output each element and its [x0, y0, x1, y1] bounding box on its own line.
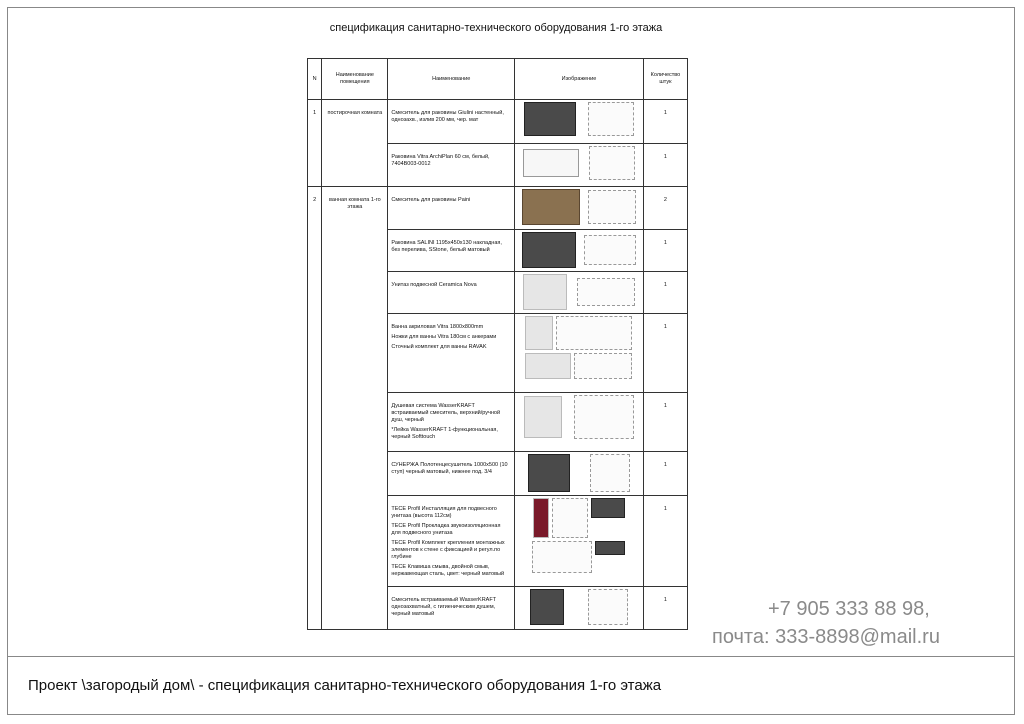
- item-image: [515, 144, 644, 187]
- item-image: [515, 452, 644, 496]
- item-name: Ванна акриловая Vitra 1800x800mm Ножки для ванны Vitra 180см с анкерами Сточный комплект для ванны RAVAK: [388, 314, 515, 393]
- bathtub-photo: [525, 316, 553, 350]
- faucet-photo: [522, 189, 580, 225]
- header-image: Изображение: [515, 59, 644, 100]
- item-name: Душевая система WasserKRAFT встраиваемый смеситель, верхний/ручной душ, черный *Лейка WasserKRAFT 1-функциональная, черный Softtouch: [388, 393, 515, 452]
- item-name: Смеситель для раковины Paini: [388, 187, 515, 230]
- item-image: [515, 187, 644, 230]
- room-name: постирочная комната: [322, 100, 388, 187]
- mounting-kit-drawing: [532, 541, 592, 573]
- technical-drawing: [552, 498, 588, 538]
- document-title: спецификация санитарно-технического оборудования 1-го этажа: [329, 22, 663, 34]
- flush-plate-photo: [595, 541, 625, 555]
- header-name: Наименование: [388, 59, 515, 100]
- installation-photo: [533, 498, 549, 538]
- item-qty: 2: [643, 187, 687, 230]
- bathtub-legs-photo: [525, 353, 571, 379]
- table-row: [308, 100, 688, 144]
- item-qty: 1: [643, 144, 687, 187]
- technical-drawing: [589, 146, 635, 180]
- technical-drawing: [590, 454, 630, 492]
- item-name: Смеситель для раковины Giulini настенный, однозахв., излив 200 мм, чер. мат: [388, 100, 515, 144]
- item-qty: 1: [643, 314, 687, 393]
- item-qty: 1: [643, 496, 687, 587]
- contact-phone: +7 905 333 88 98,: [768, 598, 930, 620]
- technical-drawing: [588, 589, 628, 625]
- item-qty: 1: [643, 452, 687, 496]
- header-room: Наименование помещения: [322, 59, 388, 100]
- item-qty: 1: [643, 587, 687, 630]
- item-qty: 1: [643, 393, 687, 452]
- item-name: Смеситель встраиваемый WasserKRAFT однозахватный, с гигиеническим душем, черный матовый: [388, 587, 515, 630]
- header-qty: Количество штук: [643, 59, 687, 100]
- item-name: TECE Profil Инсталляция для подвесного унитаза (высота 112см) TECE Profil Прокладка звукоизоляционная для подвесного унитаза TECE Profil Комплект крепления монтажных элементов к стене с фиксацией и регул.по глубине TECE Клавиша смыва, двойной смыв, нержавеющая сталь, цвет: черный матовый: [388, 496, 515, 587]
- item-qty: 1: [643, 100, 687, 144]
- item-image: [515, 587, 644, 630]
- hygienic-shower-photo: [530, 589, 564, 625]
- faucet-photo: [524, 102, 576, 136]
- technical-drawing: [577, 278, 635, 306]
- item-image: [515, 393, 644, 452]
- room-name: ванная комната 1-го этажа: [322, 187, 388, 630]
- header-num: N: [308, 59, 322, 100]
- item-image: [515, 314, 644, 393]
- item-name: Раковина SALINI 1195x450x130 накладная, без перелива, SStone, белый матовый: [388, 230, 515, 272]
- item-image: [515, 496, 644, 587]
- table-row: [308, 187, 688, 230]
- room-number: 1: [308, 100, 322, 187]
- contact-email: почта: 333-8898@mail.ru: [712, 626, 940, 648]
- shower-system-photo: [524, 396, 562, 438]
- flush-plate-photo: [591, 498, 625, 518]
- technical-drawing: [574, 395, 634, 439]
- sink-photo: [523, 149, 579, 177]
- room-number: 2: [308, 187, 322, 630]
- item-image: [515, 272, 644, 314]
- specification-table: [307, 58, 688, 630]
- footer-title: Проект \загородый дом\ - спецификация санитарно-технического оборудования 1-го этажа: [28, 677, 662, 694]
- technical-drawing: [588, 190, 636, 224]
- item-name: Унитаз подвесной Ceramica Nova: [388, 272, 515, 314]
- item-qty: 1: [643, 230, 687, 272]
- sink-photo: [522, 232, 576, 268]
- item-image: [515, 230, 644, 272]
- item-qty: 1: [643, 272, 687, 314]
- drain-kit-drawing: [574, 353, 632, 379]
- technical-drawing: [556, 316, 632, 350]
- item-name: Раковина Vitra ArchiPlan 60 см, белый, 7404B003-0012: [388, 144, 515, 187]
- table-header-row: [308, 59, 688, 100]
- technical-drawing: [584, 235, 636, 265]
- item-name: СУНЕРЖА Полотенцесушитель 1000x500 (10 ступ) черный матовый, нижнее под. 3/4: [388, 452, 515, 496]
- towel-rail-photo: [528, 454, 570, 492]
- toilet-photo: [523, 274, 567, 310]
- technical-drawing: [588, 102, 634, 136]
- item-image: [515, 100, 644, 144]
